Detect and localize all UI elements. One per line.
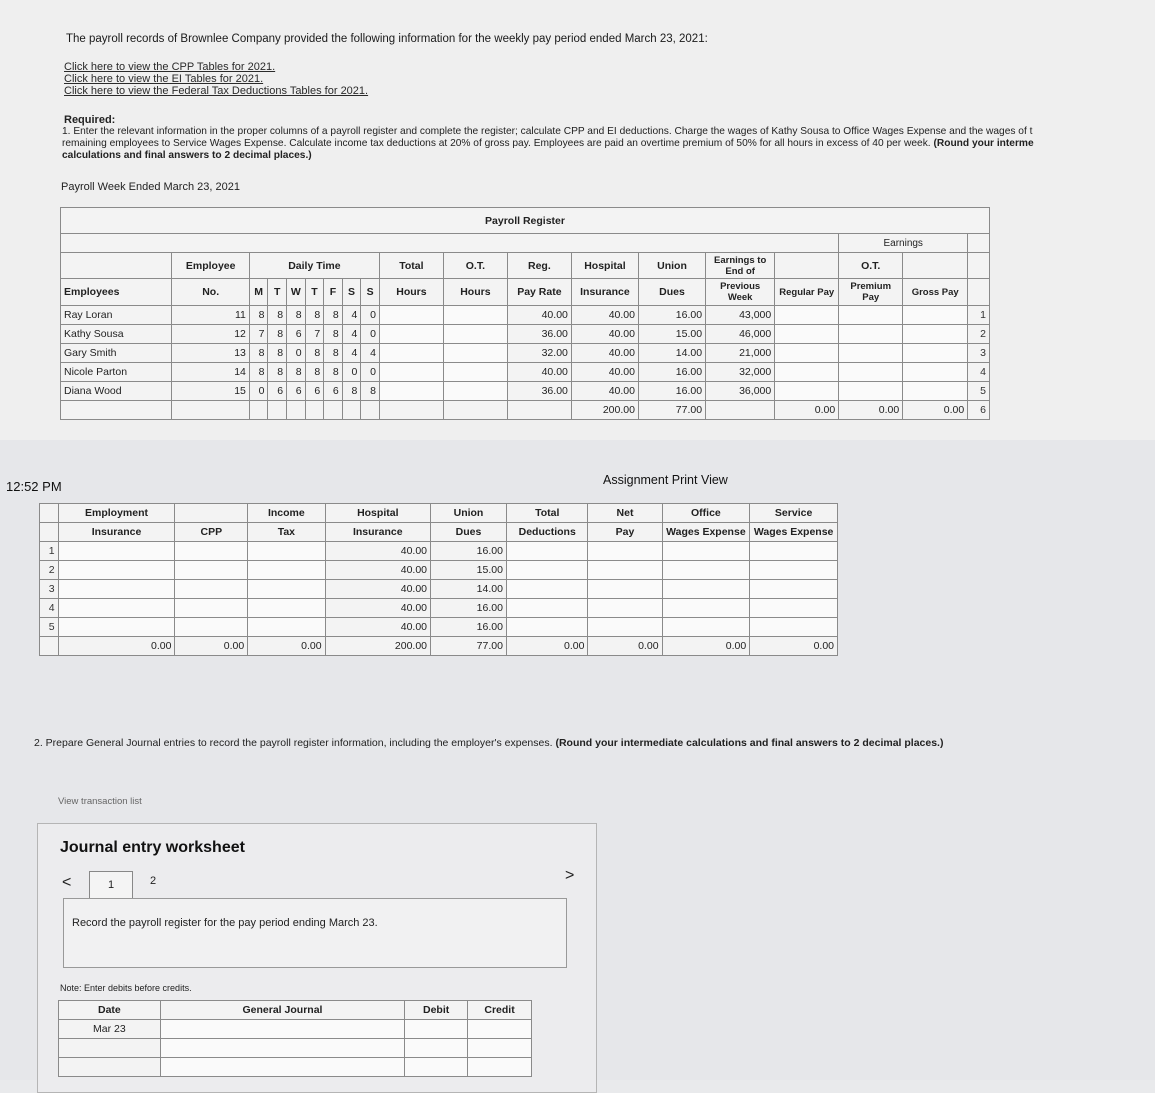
journal-credit-input[interactable]: [468, 1020, 532, 1039]
federal-tax-tables-link[interactable]: Click here to view the Federal Tax Deductions Tables for 2021.: [64, 85, 369, 97]
ei-input[interactable]: [58, 599, 175, 618]
ei-input[interactable]: [58, 580, 175, 599]
union-dues: 16.00: [638, 306, 705, 325]
daily-hours: 8: [324, 325, 343, 344]
empty-cell: [342, 401, 361, 420]
regular-pay-input[interactable]: [775, 382, 839, 401]
view-transaction-list-button[interactable]: View transaction list: [58, 796, 142, 807]
row-number: 5: [40, 618, 59, 637]
row-number: 3: [968, 344, 990, 363]
prior-earnings: 21,000: [706, 344, 775, 363]
daily-hours: 6: [268, 382, 287, 401]
empty-cell: [172, 401, 249, 420]
cpp-input[interactable]: [175, 542, 248, 561]
hospital-insurance: 40.00: [571, 363, 638, 382]
union-dues: 16.00: [431, 542, 507, 561]
ei-total: 0.00: [58, 637, 175, 656]
entry-description-box: [63, 898, 567, 968]
gross-pay-input[interactable]: [903, 344, 968, 363]
totals-row: [61, 401, 990, 420]
total-hours-input[interactable]: [379, 382, 443, 401]
employee-name: Ray Loran: [61, 306, 172, 325]
ei-input[interactable]: [58, 542, 175, 561]
daily-hours: 4: [342, 306, 361, 325]
daily-hours: 8: [305, 306, 324, 325]
union-dues: 16.00: [638, 363, 705, 382]
empty-cell: [40, 637, 59, 656]
office-wages-total: 0.00: [662, 637, 750, 656]
gross-pay-total: 0.00: [903, 401, 968, 420]
total-deductions-input[interactable]: [506, 580, 588, 599]
office-wages-input[interactable]: [662, 542, 750, 561]
empty-cell: [268, 401, 287, 420]
regular-pay-input[interactable]: [775, 363, 839, 382]
service-wages-input[interactable]: [750, 618, 838, 637]
empty-cell: [379, 401, 443, 420]
general-journal-table: Date General Journal Debit Credit Mar 23: [58, 1000, 532, 1077]
table-row: [40, 561, 838, 580]
payroll-register-table: Payroll Register Earnings Employee Daily Time Total O.T. Reg. Hospital Union Earnings to End of O.T. Employees No. M T W T F S S Hours Hours Pay Rate Insurance Dues Previous Week Regular Pay Premium Pay Gross Pay Ray Loran 11 8 8 8 8 8 4 0 40.00 40.00 16.00 43,000 1 Kathy Sousa 12 7 8 6 7 8 4 0 36.00 40.00 15.00 46,000 2 Gary Smith 13 8 8 0 8 8 4 4 32.00 40.00 14.00 21,000 3 Nicole Parton 14 8 8 8 8 8 0 0 40.00 40.00 16.00 32,000 4 Diana Wood 15 0 6 6 6 6 8 8 36.00 40.00 16.00 36,000 5 200.00 77.00 0.00 0.00 0.00 6: [60, 207, 990, 420]
hospital-insurance: 40.00: [571, 306, 638, 325]
hospital-insurance: 40.00: [325, 561, 430, 580]
journal-date-cell[interactable]: [59, 1039, 161, 1058]
union-dues: 15.00: [638, 325, 705, 344]
daily-hours: 7: [305, 325, 324, 344]
assignment-print-view: Assignment Print View: [603, 473, 728, 487]
debits-note: Note: Enter debits before credits.: [60, 983, 192, 993]
hospital-total: 200.00: [325, 637, 430, 656]
ot-hours-input[interactable]: [443, 363, 507, 382]
prior-earnings: 32,000: [706, 363, 775, 382]
totals-row: [40, 637, 838, 656]
regular-pay-input[interactable]: [775, 325, 839, 344]
hospital-insurance: 40.00: [325, 542, 430, 561]
net-pay-input[interactable]: [588, 618, 662, 637]
total-hours-input[interactable]: [379, 344, 443, 363]
office-wages-input[interactable]: [662, 561, 750, 580]
employee-number: 14: [172, 363, 249, 382]
service-wages-input[interactable]: [750, 599, 838, 618]
pay-rate: 40.00: [507, 363, 571, 382]
row-number: 4: [40, 599, 59, 618]
cpp-tables-link[interactable]: Click here to view the CPP Tables for 2021.: [64, 61, 276, 73]
empty-cell: [443, 401, 507, 420]
service-wages-input[interactable]: [750, 580, 838, 599]
cpp-total: 0.00: [175, 637, 248, 656]
premium-pay-input[interactable]: [839, 382, 903, 401]
row-number: 4: [968, 363, 990, 382]
pay-rate: 32.00: [507, 344, 571, 363]
daily-hours: 8: [287, 306, 306, 325]
hospital-insurance: 40.00: [571, 344, 638, 363]
daily-hours: 0: [361, 306, 380, 325]
row-number: 1: [40, 542, 59, 561]
regular-pay-input[interactable]: [775, 306, 839, 325]
required-title: Required:: [64, 114, 116, 126]
ei-input[interactable]: [58, 618, 175, 637]
table-row: [61, 325, 990, 344]
table-row: [61, 363, 990, 382]
journal-account-input[interactable]: [160, 1058, 404, 1077]
total-deductions-input[interactable]: [506, 599, 588, 618]
total-hours-input[interactable]: [379, 325, 443, 344]
ei-tables-link[interactable]: Click here to view the EI Tables for 2021.: [64, 73, 264, 85]
deductions-total: 0.00: [506, 637, 588, 656]
entry-tab-2[interactable]: 2: [150, 875, 157, 887]
journal-credit-input[interactable]: [468, 1039, 532, 1058]
hospital-insurance: 40.00: [325, 618, 430, 637]
regular-pay-total: 0.00: [775, 401, 839, 420]
empty-cell: [249, 401, 268, 420]
gross-pay-input[interactable]: [903, 363, 968, 382]
daily-hours: 0: [361, 363, 380, 382]
union-dues: 16.00: [431, 599, 507, 618]
gross-pay-input[interactable]: [903, 306, 968, 325]
empty-cell: [507, 401, 571, 420]
table-row: [61, 344, 990, 363]
daily-hours: 8: [249, 306, 268, 325]
empty-cell: [287, 401, 306, 420]
daily-hours: 6: [287, 382, 306, 401]
row-number: 6: [968, 401, 990, 420]
net-pay-input[interactable]: [588, 542, 662, 561]
table-links: [64, 61, 368, 97]
daily-hours: 8: [324, 363, 343, 382]
table-row: [40, 618, 838, 637]
cpp-input[interactable]: [175, 580, 248, 599]
pay-rate: 36.00: [507, 382, 571, 401]
table-row: [61, 382, 990, 401]
daily-hours: 8: [324, 344, 343, 363]
net-pay-total: 0.00: [588, 637, 662, 656]
daily-hours: 8: [305, 344, 324, 363]
row-number: 3: [40, 580, 59, 599]
next-entry-button[interactable]: >: [565, 867, 575, 884]
income-tax-input[interactable]: [248, 561, 325, 580]
cpp-input[interactable]: [175, 599, 248, 618]
empty-cell: [706, 401, 775, 420]
table-row: [61, 306, 990, 325]
daily-hours: 8: [268, 363, 287, 382]
union-dues: 16.00: [638, 382, 705, 401]
journal-date-cell[interactable]: [59, 1058, 161, 1077]
office-wages-input[interactable]: [662, 580, 750, 599]
row-number: 5: [968, 382, 990, 401]
premium-pay-input[interactable]: [839, 306, 903, 325]
daily-hours: 7: [249, 325, 268, 344]
union-dues: 16.00: [431, 618, 507, 637]
regular-pay-input[interactable]: [775, 344, 839, 363]
income-tax-total: 0.00: [248, 637, 325, 656]
row-number: 2: [40, 561, 59, 580]
empty-cell: [61, 401, 172, 420]
total-hours-input[interactable]: [379, 306, 443, 325]
total-hours-input[interactable]: [379, 363, 443, 382]
gross-pay-input[interactable]: [903, 382, 968, 401]
union-total: 77.00: [431, 637, 507, 656]
prior-earnings: 36,000: [706, 382, 775, 401]
total-deductions-input[interactable]: [506, 542, 588, 561]
hospital-total: 200.00: [571, 401, 638, 420]
daily-hours: 6: [324, 382, 343, 401]
daily-hours: 6: [305, 382, 324, 401]
daily-hours: 8: [268, 344, 287, 363]
office-wages-input[interactable]: [662, 599, 750, 618]
premium-pay-input[interactable]: [839, 344, 903, 363]
daily-hours: 4: [342, 344, 361, 363]
net-pay-input[interactable]: [588, 561, 662, 580]
employee-name: Nicole Parton: [61, 363, 172, 382]
week-ended-label: Payroll Week Ended March 23, 2021: [61, 181, 240, 193]
employee-number: 11: [172, 306, 249, 325]
journal-debit-input[interactable]: [405, 1039, 468, 1058]
prior-earnings: 43,000: [706, 306, 775, 325]
prior-earnings: 46,000: [706, 325, 775, 344]
employee-number: 12: [172, 325, 249, 344]
journal-date-cell[interactable]: Mar 23: [59, 1020, 161, 1039]
daily-hours: 8: [249, 363, 268, 382]
net-pay-input[interactable]: [588, 599, 662, 618]
deductions-table: Employment Income Hospital Union Total Net Office Service Insurance CPP Tax Insurance Dues Deductions Pay Wages Expense Wages Expense 1 40.00 16.00 2 40.00 15.00 3 40.00 14.00 4 40.00 16.00 5 40.00 16.00 0.00 0.00 0.00 200.00 77.00 0.00 0.00 0.00 0.00: [39, 503, 838, 656]
pay-rate: 36.00: [507, 325, 571, 344]
union-total: 77.00: [638, 401, 705, 420]
income-tax-input[interactable]: [248, 618, 325, 637]
daily-hours: 6: [287, 325, 306, 344]
prev-entry-button[interactable]: <: [62, 874, 72, 891]
daily-hours: 8: [361, 382, 380, 401]
daily-hours: 0: [249, 382, 268, 401]
service-wages-input[interactable]: [750, 561, 838, 580]
premium-pay-input[interactable]: [839, 363, 903, 382]
journal-debit-input[interactable]: [405, 1058, 468, 1077]
cpp-input[interactable]: [175, 561, 248, 580]
entry-tab-1[interactable]: 1: [89, 871, 133, 899]
ot-hours-input[interactable]: [443, 325, 507, 344]
daily-hours: 8: [268, 306, 287, 325]
clock-time: 12:52 PM: [6, 479, 62, 494]
daily-hours: 4: [342, 325, 361, 344]
employee-name: Gary Smith: [61, 344, 172, 363]
income-tax-input[interactable]: [248, 580, 325, 599]
pay-rate: 40.00: [507, 306, 571, 325]
hospital-insurance: 40.00: [325, 599, 430, 618]
cpp-input[interactable]: [175, 618, 248, 637]
income-tax-input[interactable]: [248, 542, 325, 561]
journal-account-input[interactable]: [160, 1039, 404, 1058]
empty-cell: [361, 401, 380, 420]
ot-hours-input[interactable]: [443, 306, 507, 325]
daily-hours: 8: [342, 382, 361, 401]
table-row: [40, 580, 838, 599]
service-wages-input[interactable]: [750, 542, 838, 561]
ot-hours-input[interactable]: [443, 344, 507, 363]
register-title: Payroll Register: [61, 208, 990, 234]
daily-hours: 4: [361, 344, 380, 363]
daily-hours: 0: [287, 344, 306, 363]
employee-name: Diana Wood: [61, 382, 172, 401]
gross-pay-input[interactable]: [903, 325, 968, 344]
net-pay-input[interactable]: [588, 580, 662, 599]
entry-description: Record the payroll register for the pay period ending March 23.: [72, 917, 378, 929]
union-dues: 14.00: [638, 344, 705, 363]
daily-hours: 8: [249, 344, 268, 363]
journal-credit-input[interactable]: [468, 1058, 532, 1077]
daily-hours: 8: [287, 363, 306, 382]
table-row: [40, 542, 838, 561]
premium-pay-input[interactable]: [839, 325, 903, 344]
union-dues: 14.00: [431, 580, 507, 599]
daily-hours: 0: [342, 363, 361, 382]
row-number: 2: [968, 325, 990, 344]
employee-name: Kathy Sousa: [61, 325, 172, 344]
total-deductions-input[interactable]: [506, 618, 588, 637]
problem-intro: The payroll records of Brownlee Company provided the following information for the weekly pay period ended March 23, 2021:: [66, 33, 708, 45]
required-text: 1. Enter the relevant information in the proper columns of a payroll register and complete the register; calculate CPP and EI deductions. Charge the wages of Kathy Sousa to Office Wages Expense and the wages of t remaining employees to Service Wages Expense. Calculate income tax deductions at 20% of gross pay. Employees are paid an overtime premium of 50% for all hours in excess of 40 per week. (Round your interme calculations and final answers to 2 decimal places.): [62, 126, 1034, 161]
office-wages-input[interactable]: [662, 618, 750, 637]
premium-pay-total: 0.00: [839, 401, 903, 420]
employee-number: 13: [172, 344, 249, 363]
journal-account-input[interactable]: [160, 1020, 404, 1039]
ei-input[interactable]: [58, 561, 175, 580]
journal-debit-input[interactable]: [405, 1020, 468, 1039]
ot-hours-input[interactable]: [443, 382, 507, 401]
daily-hours: 8: [324, 306, 343, 325]
total-deductions-input[interactable]: [506, 561, 588, 580]
daily-hours: 8: [268, 325, 287, 344]
employee-number: 15: [172, 382, 249, 401]
journal-worksheet-title: Journal entry worksheet: [60, 839, 245, 856]
hospital-insurance: 40.00: [571, 325, 638, 344]
daily-hours: 0: [361, 325, 380, 344]
union-dues: 15.00: [431, 561, 507, 580]
hospital-insurance: 40.00: [571, 382, 638, 401]
empty-cell: [324, 401, 343, 420]
service-wages-total: 0.00: [750, 637, 838, 656]
row-number: 1: [968, 306, 990, 325]
table-row: [40, 599, 838, 618]
hospital-insurance: 40.00: [325, 580, 430, 599]
part2-instructions: 2. Prepare General Journal entries to record the payroll register information, including the employer's expenses. (Round your intermediate calculations and final answers to 2 decimal places.): [34, 737, 944, 749]
daily-hours: 8: [305, 363, 324, 382]
empty-cell: [305, 401, 324, 420]
income-tax-input[interactable]: [248, 599, 325, 618]
